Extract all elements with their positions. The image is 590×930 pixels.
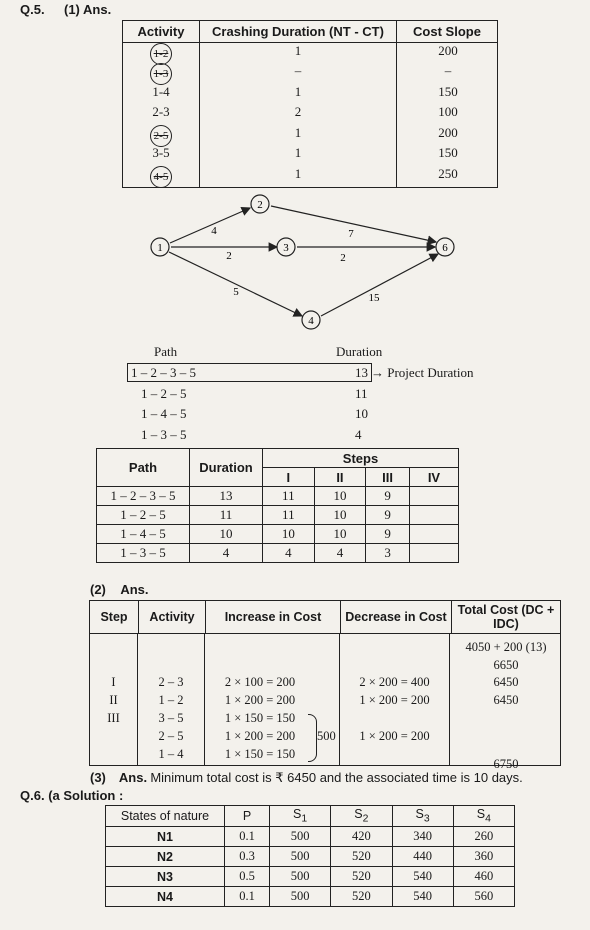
- path-label: 1 – 2 – 3 – 5: [131, 365, 196, 380]
- p-header: P: [225, 806, 270, 827]
- payoff-cell: 360: [453, 847, 514, 867]
- steps-row: [97, 544, 459, 563]
- payoff-cell: 500: [270, 827, 331, 847]
- path-label: 1 – 4 – 5: [141, 406, 187, 421]
- cost-slope-cell: 250: [438, 165, 458, 181]
- crashing-table: [122, 20, 498, 188]
- cost-step-cell: II: [109, 693, 118, 707]
- cost-table: [89, 600, 561, 771]
- paths-header-path: Path: [154, 344, 178, 359]
- s4-header: $S_4$: [453, 806, 514, 827]
- node-4-label: 4: [308, 315, 314, 327]
- steps-cell: [409, 544, 458, 563]
- node-2-label: 2: [257, 199, 263, 211]
- activity-cell: 1-3: [123, 63, 199, 85]
- cost-decrease-cell: 1 × 200 = 200: [359, 729, 430, 743]
- cost-decrease-cell: 2 × 200 = 400: [359, 675, 430, 689]
- paths-header-duration: Duration: [336, 344, 383, 359]
- crashing-duration-cell: 1: [294, 124, 302, 140]
- path-label: 1 – 2 – 5: [141, 385, 187, 401]
- steps-cell: 10: [263, 525, 315, 544]
- cost-header-activity: Activity: [139, 601, 206, 634]
- brace-total: 500: [317, 729, 336, 743]
- header-cost-slope: Cost Slope: [397, 21, 498, 43]
- s1-header: $S_1$: [270, 806, 331, 827]
- payoff-cell: 0.1: [225, 827, 270, 847]
- q6-heading: Q.6. (a Solution :: [20, 788, 124, 803]
- crashing-duration-cell: 2: [294, 104, 302, 119]
- cost-increase-cell: 1 × 200 = 200: [224, 729, 296, 743]
- q5-part1-label: (1) Ans.: [64, 2, 112, 17]
- payoff-cell: 540: [392, 887, 453, 907]
- path-duration: 4: [355, 426, 362, 442]
- payoff-cell: 260: [453, 827, 514, 847]
- step-header-3: III: [366, 468, 410, 487]
- cost-header-increase: Increase in Cost: [206, 601, 341, 634]
- payoff-cell: 0.5: [225, 867, 270, 887]
- crashing-duration-cell: 1: [294, 145, 302, 160]
- cost-activity-cell: 1 – 2: [158, 693, 184, 707]
- payoff-cell: 420: [331, 827, 392, 847]
- cost-slope-cell: 150: [438, 83, 458, 99]
- q5-part3-answer: Minimum total cost is ₹ 6450 and the associated time is 10 days.: [150, 770, 523, 785]
- path-duration: 11: [355, 385, 368, 401]
- steps-header-steps: Steps: [263, 449, 459, 468]
- steps-cell: [409, 487, 458, 506]
- node-3-label: 3: [283, 242, 289, 254]
- steps-cell: 13: [190, 487, 263, 506]
- edge-label-1-3: 2: [226, 250, 232, 262]
- cost-increase-cell: 1 × 200 = 200: [224, 693, 296, 707]
- steps-cell: 1 – 3 – 5: [97, 544, 190, 563]
- payoff-cell: 0.1: [225, 887, 270, 907]
- state-name-cell: N4: [106, 887, 225, 907]
- project-duration-note: → Project Duration: [371, 365, 474, 380]
- steps-cell: 11: [263, 487, 315, 506]
- cost-increase-cell: 1 × 150 = 150: [224, 711, 296, 725]
- steps-cell: 4: [263, 544, 315, 563]
- crashing-duration-cell: 1: [294, 83, 302, 99]
- cost-increase-cell: 1 × 150 = 150: [224, 747, 296, 761]
- steps-cell: 10: [314, 525, 366, 544]
- payoff-cell: 520: [331, 847, 392, 867]
- cost-header-total: Total Cost (DC + IDC): [452, 601, 561, 634]
- states-row: [106, 887, 515, 907]
- activity-cell: 4-5: [123, 166, 199, 188]
- states-row: [106, 827, 515, 847]
- cost-slope-cell: 200: [438, 42, 458, 58]
- steps-row: [97, 487, 459, 506]
- cost-table-body: [90, 634, 560, 771]
- steps-cell: [409, 506, 458, 525]
- state-name-cell: N3: [106, 867, 225, 887]
- steps-cell: 1 – 4 – 5: [97, 525, 190, 544]
- cost-slope-cell: –: [444, 63, 452, 78]
- s3-header: $S_3$: [392, 806, 453, 827]
- path-duration: 10: [355, 406, 368, 421]
- payoff-cell: 0.3: [225, 847, 270, 867]
- node-1-label: 1: [157, 242, 163, 254]
- payoff-cell: 520: [331, 867, 392, 887]
- payoff-cell: 460: [453, 867, 514, 887]
- edge-label-1-4: 5: [233, 286, 239, 298]
- crashing-duration-cell: –: [294, 63, 302, 78]
- steps-cell: 3: [366, 544, 410, 563]
- states-table: [105, 805, 515, 907]
- path-label: 1 – 3 – 5: [141, 426, 187, 442]
- header-crashing-duration: Crashing Duration (NT - CT): [200, 21, 397, 43]
- cost-activity-cell: 2 – 3: [158, 675, 184, 689]
- payoff-cell: 340: [392, 827, 453, 847]
- payoff-cell: 440: [392, 847, 453, 867]
- payoff-cell: 500: [270, 867, 331, 887]
- crashing-duration-cell: 1: [294, 165, 302, 181]
- state-name-cell: N2: [106, 847, 225, 867]
- path-duration: 13: [355, 365, 368, 380]
- steps-table: [96, 448, 459, 563]
- cost-header-decrease: Decrease in Cost: [341, 601, 452, 634]
- activity-cell: 1-4: [152, 83, 170, 99]
- cost-activity-cell: 1 – 4: [158, 747, 184, 761]
- edge-label-1-2: 4: [211, 225, 217, 237]
- cost-slope-cell: 200: [438, 124, 458, 140]
- cost-header-step: Step: [90, 601, 139, 634]
- cost-activity-cell: 3 – 5: [158, 711, 184, 725]
- cost-decrease-cell: 1 × 200 = 200: [359, 693, 430, 707]
- cost-total-cell: 6450: [493, 675, 519, 689]
- payoff-cell: 520: [331, 887, 392, 907]
- steps-cell: [409, 525, 458, 544]
- steps-cell: 1 – 2 – 3 – 5: [97, 487, 190, 506]
- initial-total-formula: 4050 + 200 (13): [465, 640, 547, 654]
- cost-step-cell: III: [107, 711, 120, 725]
- states-row: [106, 847, 515, 867]
- initial-total-value: 6650: [493, 658, 519, 672]
- cost-step-cell: I: [111, 675, 116, 689]
- cost-activity-cell: 2 – 5: [158, 729, 184, 743]
- node-6-label: 6: [442, 242, 448, 254]
- steps-cell: 9: [366, 487, 410, 506]
- payoff-cell: 560: [453, 887, 514, 907]
- crashing-duration-cell: 1: [294, 42, 302, 58]
- step-header-2: II: [314, 468, 366, 487]
- steps-row: [97, 506, 459, 525]
- cost-slope-cell: 100: [438, 104, 458, 119]
- steps-cell: 10: [190, 525, 263, 544]
- steps-cell: 1 – 2 – 5: [97, 506, 190, 525]
- steps-cell: 9: [366, 525, 410, 544]
- brace: [308, 714, 317, 762]
- step-header-4: IV: [409, 468, 458, 487]
- edge-4-6: [321, 254, 438, 316]
- cost-slope-cell: 150: [438, 145, 458, 160]
- crashing-table-body: [123, 43, 497, 187]
- q5-part3: (3) Ans. Minimum total cost is ₹ 6450 and the associated time is 10 days.: [90, 770, 523, 785]
- state-name-cell: N1: [106, 827, 225, 847]
- payoff-cell: 540: [392, 867, 453, 887]
- payoff-cell: 500: [270, 887, 331, 907]
- header-activity: Activity: [123, 21, 200, 43]
- q5-part2-label: (2) Ans.: [90, 582, 149, 597]
- activity-cell: 2-3: [152, 104, 170, 119]
- cost-total-cell: 6450: [493, 693, 519, 707]
- activity-cell: 1-2: [123, 43, 199, 65]
- edge-label-2-6: 7: [348, 228, 354, 240]
- payoff-cell: 500: [270, 847, 331, 867]
- steps-cell: 10: [314, 487, 366, 506]
- s2-header: $S_2$: [331, 806, 392, 827]
- steps-header-duration: Duration: [190, 449, 263, 487]
- edge-1-2: [170, 208, 250, 243]
- edge-1-4: [169, 252, 302, 316]
- q5-heading: Q.5.: [20, 2, 45, 17]
- steps-header-path: Path: [97, 449, 190, 487]
- steps-cell: 10: [314, 506, 366, 525]
- steps-cell: 11: [190, 506, 263, 525]
- steps-cell: 9: [366, 506, 410, 525]
- step-header-1: I: [263, 468, 315, 487]
- activity-cell: 2-5: [123, 125, 199, 147]
- steps-cell: 4: [190, 544, 263, 563]
- edge-label-3-6: 2: [340, 252, 346, 264]
- edge-label-4-6: 15: [368, 292, 380, 304]
- network-diagram: [140, 190, 480, 335]
- states-header: States of nature: [106, 806, 225, 827]
- states-row: [106, 867, 515, 887]
- steps-cell: 11: [263, 506, 315, 525]
- steps-row: [97, 525, 459, 544]
- cost-increase-cell: 2 × 100 = 200: [224, 675, 296, 689]
- cost-total-cell: 6750: [493, 757, 519, 771]
- steps-cell: 4: [314, 544, 366, 563]
- activity-cell: 3-5: [152, 145, 170, 160]
